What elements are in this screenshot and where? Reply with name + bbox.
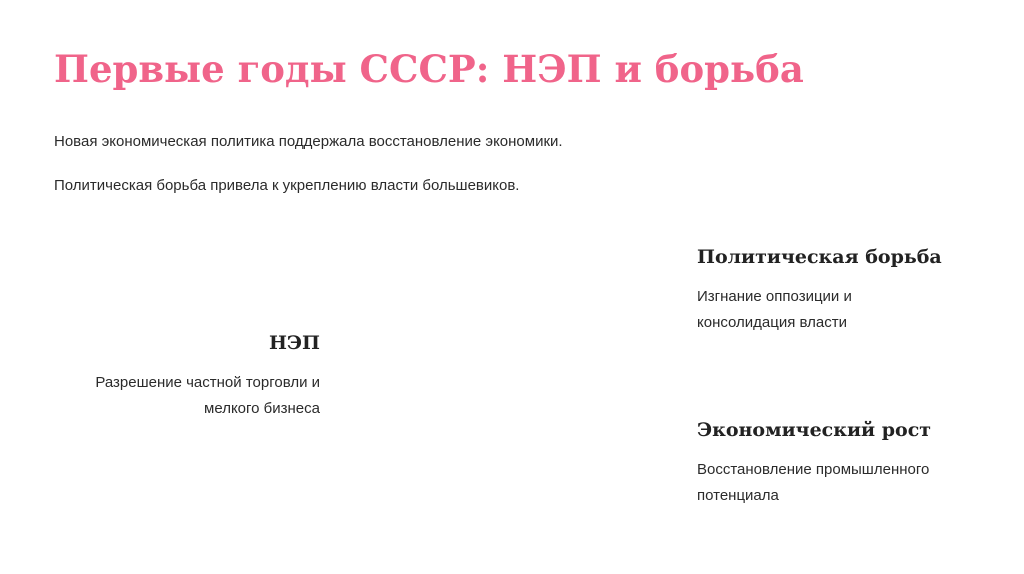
card-economic-growth-heading: Экономический рост — [697, 419, 932, 441]
card-economic-growth-text — [697, 457, 997, 508]
card-nep-heading: НЭП — [268, 332, 320, 354]
intro-text-politics: Политическая борьба привела к укреплению власти большевиков. — [54, 177, 520, 194]
card-economic-growth-text-line: Восстановление промышленного — [697, 461, 930, 478]
card-economic-growth-text-line: потенциала — [697, 486, 779, 504]
intro-text-nep: Новая экономическая политика поддержала восстановление экономики. — [54, 133, 563, 150]
card-economic-growth — [697, 417, 997, 508]
card-nep — [60, 330, 320, 421]
card-political-struggle — [697, 244, 997, 335]
card-political-struggle-text-line: Изгнание оппозиции и — [697, 288, 852, 305]
card-political-struggle-text — [697, 284, 997, 335]
card-nep-text — [60, 370, 320, 421]
card-political-struggle-heading: Политическая борьба — [697, 246, 942, 268]
card-nep-text-line: Разрешение частной торговли и — [95, 374, 320, 391]
card-nep-text-line: мелкого бизнеса — [204, 399, 320, 417]
slide-title: Первые годы СССР: НЭП и борьба — [54, 47, 804, 91]
card-political-struggle-text-line: консолидация власти — [697, 313, 847, 331]
